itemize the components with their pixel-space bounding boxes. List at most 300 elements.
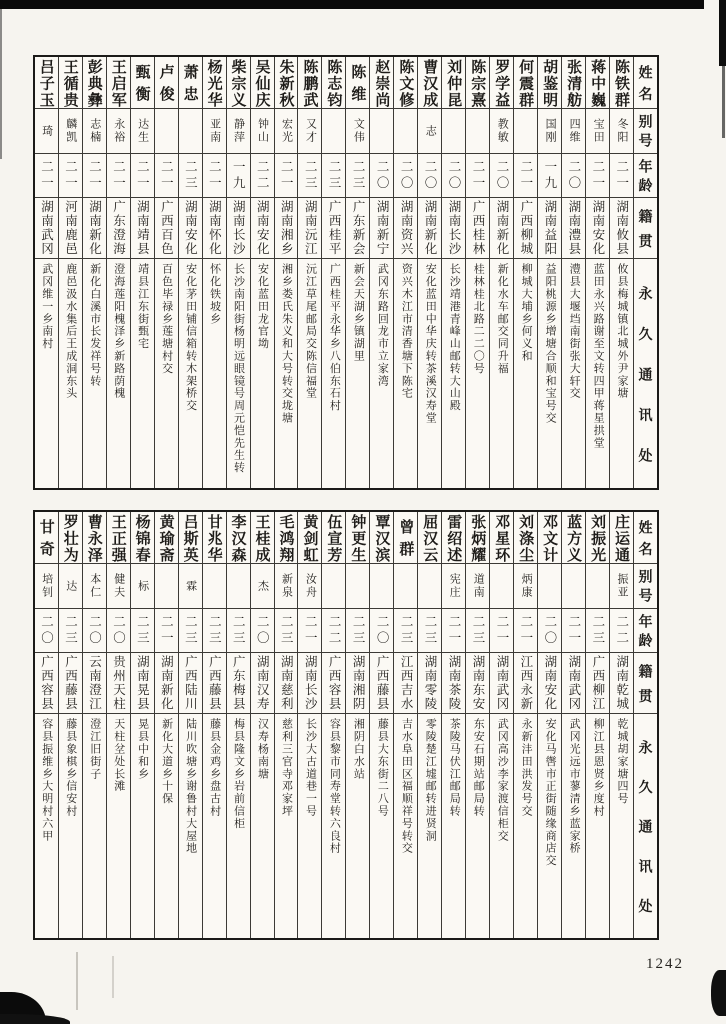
person-age-cell — [322, 609, 345, 653]
person-address: 长沙南阳街杨明远眼镜号周元恺先生转 — [232, 263, 245, 474]
person-address-cell — [394, 259, 417, 488]
person-alias: 静萍 — [232, 118, 245, 144]
person-column — [609, 57, 633, 488]
person-alias-cell — [442, 564, 465, 609]
person-native-place: 贵州天柱 — [111, 655, 126, 711]
person-name-cell — [275, 57, 298, 109]
person-age-cell — [179, 609, 202, 653]
person-name-cell — [442, 57, 465, 109]
person-native-place: 湖南安化 — [542, 655, 557, 711]
person-column — [513, 512, 537, 938]
person-name: 赵崇尚 — [373, 58, 391, 108]
header-name-cell — [634, 512, 657, 564]
person-column — [489, 57, 513, 488]
scan-edge-left — [0, 9, 2, 159]
person-address-cell — [83, 259, 106, 488]
person-alias-cell — [203, 109, 226, 154]
person-native-place: 广西陆川 — [183, 655, 198, 711]
person-alias-cell — [35, 109, 58, 154]
person-name-cell — [418, 512, 441, 564]
person-native-place-cell — [466, 653, 489, 714]
person-name: 庄运通 — [613, 513, 631, 563]
person-name-cell — [203, 512, 226, 564]
person-name-cell — [107, 57, 130, 109]
person-column — [154, 57, 178, 488]
person-age-cell — [466, 154, 489, 198]
person-native-place-cell — [346, 653, 369, 714]
person-age: 二三 — [231, 614, 246, 647]
person-address: 鹿邑汲水集后王成洞东头 — [64, 263, 77, 400]
person-alias-cell — [203, 564, 226, 609]
person-native-place-cell — [275, 653, 298, 714]
person-alias-cell — [610, 564, 633, 609]
table-header-column — [633, 512, 657, 938]
person-native-place-cell — [562, 198, 585, 259]
person-address: 陆川吹塘乡谢鲁村大屋地 — [184, 718, 197, 855]
person-column — [561, 57, 585, 488]
person-address: 武冈光远市蓼清乡蓝家桥 — [568, 718, 581, 855]
person-age-cell — [131, 154, 154, 198]
person-native-place-cell — [394, 653, 417, 714]
person-alias-cell — [370, 109, 393, 154]
person-alias-cell — [322, 564, 345, 609]
person-alias-cell — [179, 109, 202, 154]
person-native-place-cell — [490, 198, 513, 259]
person-column — [82, 512, 106, 938]
person-native-place-cell — [298, 198, 321, 259]
person-alias-cell — [59, 564, 82, 609]
person-address: 新化白溪市长发祥号转 — [88, 263, 101, 387]
person-native-place-cell — [59, 653, 82, 714]
person-native-place: 湖南怀化 — [207, 200, 222, 256]
person-address: 湘阴白水站 — [352, 718, 365, 780]
person-column — [35, 57, 58, 488]
person-column — [345, 57, 369, 488]
person-name: 杨锦春 — [133, 513, 151, 563]
person-age-cell — [490, 609, 513, 653]
person-native-place-cell — [179, 653, 202, 714]
person-native-place-cell — [83, 198, 106, 259]
person-address-cell — [538, 259, 561, 488]
header-native-place-cell — [634, 198, 657, 259]
person-native-place-cell — [179, 198, 202, 259]
person-address: 容县黎市同寿堂转六良村 — [328, 718, 341, 855]
person-alias-cell — [83, 109, 106, 154]
person-address: 武冈东路回龙市立家湾 — [376, 263, 389, 387]
person-native-place-cell — [203, 198, 226, 259]
person-address-cell — [275, 714, 298, 938]
person-alias: 杰 — [256, 579, 269, 593]
person-column — [537, 57, 561, 488]
person-age-cell — [155, 154, 178, 198]
person-name: 伍宣芳 — [325, 513, 343, 563]
person-age: 二一 — [111, 159, 126, 192]
person-alias-cell — [107, 109, 130, 154]
person-address-cell — [610, 714, 633, 938]
person-address-cell — [203, 259, 226, 488]
person-age: 二三 — [423, 614, 438, 647]
person-name: 邓星环 — [493, 513, 511, 563]
person-age: 二一 — [303, 614, 318, 647]
person-address: 汉寿杨南塘 — [256, 718, 269, 780]
person-native-place-cell — [155, 653, 178, 714]
person-native-place: 湖南晃县 — [135, 655, 150, 711]
person-address-cell — [179, 714, 202, 938]
person-name: 甄衡 — [133, 64, 151, 108]
person-age-cell — [490, 154, 513, 198]
person-column — [465, 57, 489, 488]
person-name-cell — [394, 57, 417, 109]
person-age: 一九 — [542, 159, 557, 192]
person-column — [130, 57, 154, 488]
person-age: 二三 — [351, 159, 366, 192]
person-address-cell — [466, 714, 489, 938]
person-native-place-cell — [346, 198, 369, 259]
person-address: 湘乡娄氏朱义和大号转交垅塘 — [280, 263, 293, 425]
table-header-column — [633, 57, 657, 488]
person-column — [250, 57, 274, 488]
person-age: 二〇 — [447, 159, 462, 192]
person-column — [585, 57, 609, 488]
person-column — [393, 512, 417, 938]
person-name-cell — [227, 512, 250, 564]
person-address-cell — [322, 259, 345, 488]
person-age: 二一 — [470, 159, 485, 192]
person-native-place-cell — [418, 653, 441, 714]
directory-table-top — [33, 55, 659, 490]
person-native-place: 湖南茶陵 — [447, 655, 462, 711]
person-alias-cell — [514, 564, 537, 609]
person-native-place: 广西容县 — [39, 655, 54, 711]
person-alias: 宏光 — [280, 118, 293, 144]
person-native-place: 湖南长沙 — [303, 655, 318, 711]
person-age: 二〇 — [375, 614, 390, 647]
person-address: 攸县梅城镇北城外尹家塘 — [616, 263, 629, 400]
person-name-cell — [442, 512, 465, 564]
person-age-cell — [35, 609, 58, 653]
person-name-cell — [346, 512, 369, 564]
person-name: 陈鹏武 — [301, 58, 319, 108]
person-name-cell — [346, 57, 369, 109]
person-age: 二三 — [351, 614, 366, 647]
person-alias-cell — [466, 109, 489, 154]
person-age-cell — [227, 154, 250, 198]
person-age-cell — [131, 609, 154, 653]
header-alias-label: 别号 — [637, 114, 654, 153]
person-age-cell — [538, 154, 561, 198]
person-address-cell — [59, 259, 82, 488]
person-alias: 冬阳 — [616, 118, 629, 144]
scan-streak — [76, 952, 78, 1010]
person-name-cell — [562, 512, 585, 564]
person-alias: 志楠 — [88, 118, 101, 144]
person-age-cell — [514, 609, 537, 653]
person-native-place: 广西容县 — [327, 655, 342, 711]
header-age-cell — [634, 154, 657, 198]
person-native-place-cell — [490, 653, 513, 714]
person-age-cell — [83, 609, 106, 653]
person-age-cell — [275, 154, 298, 198]
scan-smudge-bottom-left-2 — [0, 1014, 70, 1024]
person-native-place: 广西藤县 — [375, 655, 390, 711]
person-age: 二〇 — [566, 159, 581, 192]
person-age: 二〇 — [399, 159, 414, 192]
person-name: 罗壮为 — [61, 513, 79, 563]
person-address-cell — [586, 714, 609, 938]
header-age-label: 年龄 — [637, 614, 654, 652]
person-native-place: 湖南湘乡 — [279, 200, 294, 256]
person-age-cell — [251, 609, 274, 653]
person-name-cell — [179, 57, 202, 109]
person-alias: 振亚 — [616, 573, 629, 599]
person-address-cell — [346, 259, 369, 488]
person-age-cell — [107, 609, 130, 653]
person-address: 梅县隆文乡岩前信柜 — [232, 718, 245, 830]
person-address: 长沙大古道巷一号 — [304, 718, 317, 818]
person-address-cell — [442, 714, 465, 938]
person-age: 二一 — [518, 159, 533, 192]
person-native-place-cell — [155, 198, 178, 259]
person-alias: 本仁 — [88, 573, 101, 599]
person-alias: 达 — [64, 579, 77, 593]
person-age: 二一 — [447, 614, 462, 647]
person-age-cell — [442, 154, 465, 198]
person-alias-cell — [418, 564, 441, 609]
person-column — [369, 57, 393, 488]
person-age-cell — [562, 154, 585, 198]
person-age: 二三 — [183, 614, 198, 647]
person-address-cell — [490, 714, 513, 938]
person-native-place-cell — [586, 653, 609, 714]
person-address-cell — [131, 259, 154, 488]
person-name: 甘奇 — [37, 519, 55, 563]
person-name: 陈铁群 — [613, 58, 631, 108]
person-address-cell — [562, 714, 585, 938]
person-address-cell — [59, 714, 82, 938]
person-age-cell — [346, 609, 369, 653]
person-age: 二〇 — [87, 614, 102, 647]
person-name: 雷绍述 — [445, 513, 463, 563]
person-address: 零陵楚江墟邮转进贤洞 — [424, 718, 437, 842]
person-native-place-cell — [610, 198, 633, 259]
person-native-place-cell — [370, 198, 393, 259]
person-alias-cell — [179, 564, 202, 609]
person-alias-cell — [562, 109, 585, 154]
person-alias-cell — [107, 564, 130, 609]
person-alias-cell — [251, 564, 274, 609]
person-alias: 国刚 — [544, 118, 557, 144]
person-age: 二二 — [327, 614, 342, 647]
person-age-cell — [227, 609, 250, 653]
person-address: 益阳桃源乡增塘合顺和宝号交 — [544, 263, 557, 425]
person-name-cell — [131, 57, 154, 109]
person-age-cell — [275, 609, 298, 653]
person-native-place: 广西藤县 — [207, 655, 222, 711]
person-age-cell — [610, 609, 633, 653]
person-age-cell — [394, 609, 417, 653]
person-age: 二〇 — [111, 614, 126, 647]
person-alias: 道南 — [472, 573, 485, 599]
person-alias: 麟凯 — [64, 118, 77, 144]
person-age-cell — [155, 609, 178, 653]
person-alias: 标 — [136, 579, 149, 593]
person-address: 吉水阜田区福顺祥号转交 — [400, 718, 413, 855]
person-name-cell — [59, 57, 82, 109]
person-address: 怀化铁坡乡 — [208, 263, 221, 325]
person-native-place-cell — [35, 653, 58, 714]
person-column — [561, 512, 585, 938]
person-age-cell — [538, 609, 561, 653]
person-age-cell — [203, 154, 226, 198]
person-native-place-cell — [251, 198, 274, 259]
person-column — [250, 512, 274, 938]
person-name: 毛鸿翔 — [277, 513, 295, 563]
person-name-cell — [538, 512, 561, 564]
person-name-cell — [59, 512, 82, 564]
header-alias-label: 别号 — [637, 569, 654, 608]
person-column — [274, 512, 298, 938]
person-address: 新会天湖乡镇湖里 — [352, 263, 365, 363]
person-name-cell — [203, 57, 226, 109]
person-address-cell — [251, 259, 274, 488]
person-age: 二一 — [207, 159, 222, 192]
person-age: 二一 — [159, 614, 174, 647]
person-age-cell — [107, 154, 130, 198]
person-alias-cell — [155, 564, 178, 609]
person-native-place-cell — [586, 198, 609, 259]
person-name: 黄瑜斋 — [157, 513, 175, 563]
person-alias-cell — [227, 564, 250, 609]
person-column — [585, 512, 609, 938]
person-name: 张炳耀 — [469, 513, 487, 563]
person-address-cell — [418, 259, 441, 488]
person-name-cell — [490, 512, 513, 564]
person-address-cell — [442, 259, 465, 488]
person-name: 彭典彝 — [85, 58, 103, 108]
person-age-cell — [610, 154, 633, 198]
person-alias-cell — [586, 564, 609, 609]
person-address: 新化大道乡十保 — [160, 718, 173, 805]
person-alias: 亚南 — [208, 118, 221, 144]
person-name: 王正强 — [109, 513, 127, 563]
person-address: 藤县大东街二八号 — [376, 718, 389, 818]
person-column — [417, 57, 441, 488]
person-column — [297, 512, 321, 938]
person-age-cell — [298, 609, 321, 653]
person-name: 柴宗义 — [229, 58, 247, 108]
person-column — [106, 57, 130, 488]
person-age: 二〇 — [494, 159, 509, 192]
person-column — [226, 512, 250, 938]
person-name: 朱新秋 — [277, 58, 295, 108]
person-column — [513, 57, 537, 488]
person-alias: 培钊 — [40, 573, 53, 599]
person-age: 二一 — [494, 614, 509, 647]
person-address: 澧县大堰垱南街张大轩交 — [568, 263, 581, 400]
person-age: 二一 — [159, 159, 174, 192]
person-native-place: 广东新会 — [351, 200, 366, 256]
person-column — [345, 512, 369, 938]
scan-edge-right — [722, 66, 725, 138]
person-alias-cell — [322, 109, 345, 154]
person-native-place: 湖南武冈 — [494, 655, 509, 711]
person-name: 甘兆华 — [205, 513, 223, 563]
person-name: 陈志钧 — [325, 58, 343, 108]
person-age: 二三 — [207, 614, 222, 647]
person-native-place: 湖南长沙 — [231, 200, 246, 256]
person-native-place: 广西桂林 — [470, 200, 485, 256]
person-native-place: 湖南长沙 — [447, 200, 462, 256]
person-name-cell — [131, 512, 154, 564]
person-address: 澄江旧街子 — [88, 718, 101, 780]
person-name-cell — [83, 57, 106, 109]
person-name-cell — [610, 57, 633, 109]
person-native-place-cell — [610, 653, 633, 714]
person-age: 二一 — [87, 159, 102, 192]
person-native-place: 湖南武冈 — [39, 200, 54, 256]
person-name: 蒋中巍 — [589, 58, 607, 108]
person-column — [321, 512, 345, 938]
person-age: 二三 — [135, 614, 150, 647]
person-name-cell — [394, 512, 417, 564]
person-address: 武冈高沙李家渡信柜交 — [496, 718, 509, 842]
person-address: 柳江县恩贤乡度村 — [592, 718, 605, 818]
person-alias-cell — [610, 109, 633, 154]
person-native-place-cell — [394, 198, 417, 259]
person-alias-cell — [59, 109, 82, 154]
person-address-cell — [370, 259, 393, 488]
person-native-place-cell — [298, 653, 321, 714]
person-alias: 教敏 — [496, 118, 509, 144]
person-alias-cell — [562, 564, 585, 609]
person-address-cell — [131, 714, 154, 938]
person-name: 屈汉云 — [421, 513, 439, 563]
person-address: 东安石期站邮局转 — [472, 718, 485, 818]
person-alias-cell — [298, 109, 321, 154]
header-native-place-label: 籍贯 — [637, 663, 654, 713]
person-alias: 永裕 — [112, 118, 125, 144]
header-name-label: 姓名 — [637, 64, 654, 108]
person-age: 二〇 — [375, 159, 390, 192]
person-native-place: 湖南东安 — [470, 655, 485, 711]
person-name: 罗学益 — [493, 58, 511, 108]
scan-smudge-bottom-right — [711, 970, 726, 1016]
person-native-place-cell — [35, 198, 58, 259]
person-age-cell — [442, 609, 465, 653]
person-age-cell — [203, 609, 226, 653]
person-address-cell — [514, 714, 537, 938]
person-alias: 宝田 — [592, 118, 605, 144]
person-native-place-cell — [370, 653, 393, 714]
person-native-place-cell — [275, 198, 298, 259]
header-address-label: 永久通讯处 — [637, 739, 654, 938]
header-address-cell — [634, 259, 657, 488]
person-age-cell — [59, 609, 82, 653]
person-name-cell — [298, 512, 321, 564]
person-column — [297, 57, 321, 488]
person-alias: 钟山 — [256, 118, 269, 144]
person-address: 新化水车邮交同升福 — [496, 263, 509, 375]
person-name: 萧忠 — [181, 64, 199, 108]
person-column — [609, 512, 633, 938]
header-age-label: 年龄 — [637, 159, 654, 197]
person-address: 桂林桂北路二二〇号 — [472, 263, 485, 375]
person-native-place: 江西吉水 — [399, 655, 414, 711]
person-address: 沅江草尾邮局交陈信福堂 — [304, 263, 317, 400]
person-name-cell — [35, 512, 58, 564]
person-column — [154, 512, 178, 938]
person-age: 二三 — [327, 159, 342, 192]
